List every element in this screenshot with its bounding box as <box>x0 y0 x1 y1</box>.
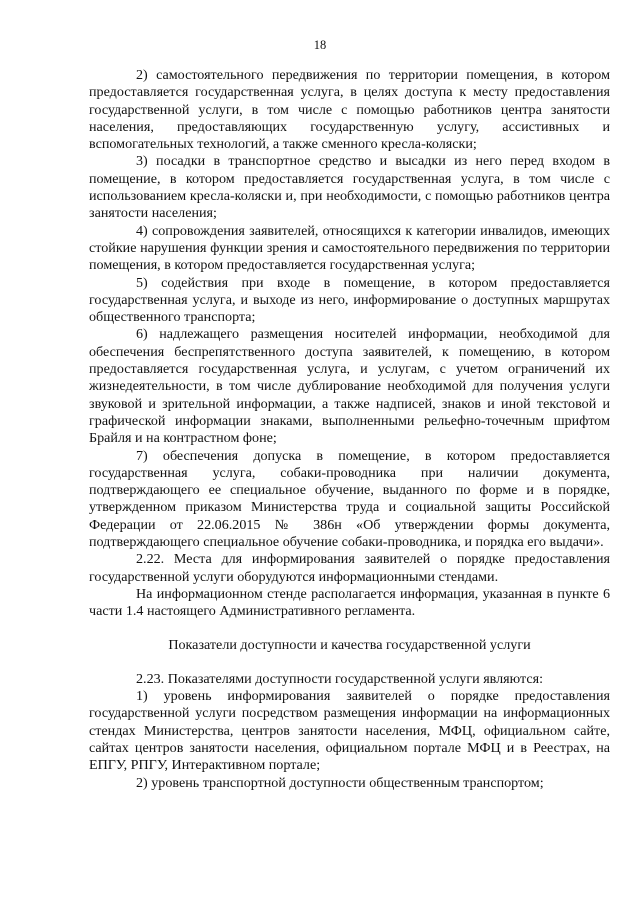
paragraph-item-6-information-carriers: 6) надлежащего размещения носителей информации, необходимой для обеспечения беспрепятственного доступа заявителей, к помещению, в котором предоставляется государственная услуга, и услугам, с учетом ограничений их жизнедеятельности, в том числе дублирование необходимой для получения услуги звуковой и зрительной информации, а также надписей, знаков и иной текстовой и графической информации знаками, выполненными рельефно-точечным шрифтом Брайля и на контрастном фоне; <box>89 326 610 447</box>
section-heading: Показатели доступности и качества государственной услуги <box>168 636 531 653</box>
document-body <box>89 67 610 792</box>
paragraph-indicator-2-transport-access: 2) уровень транспортной доступности общественным транспортом; <box>136 774 544 791</box>
paragraph-2-23-accessibility-indicators: 2.23. Показателями доступности государственной услуги являются: <box>136 670 543 687</box>
paragraph-2-22-info-stands: 2.22. Места для информирования заявителей о порядке предоставления государственной услуги оборудуются информационными стендами. <box>89 551 610 585</box>
paragraph-item-4-escort: 4) сопровождения заявителей, относящихся к категории инвалидов, имеющих стойкие нарушения функции зрения и самостоятельного передвижения по территории помещения, в котором предоставляется государственная услуга; <box>89 222 610 274</box>
paragraph-indicator-1-information-level: 1) уровень информирования заявителей о порядке предоставления государственной услуги посредством размещения информации на информационных стендах Министерства, центров занятости населения, МФЦ, официальном сайте, сайтах центров занятости населения, официальном портале МФЦ и в Реестрах, на ЕПГУ, РПГУ, Интерактивном портале; <box>89 688 610 774</box>
page-number: 18 <box>313 38 327 52</box>
paragraph-item-5-entrance-assistance: 5) содействия при входе в помещение, в котором предоставляется государственная услуга, и выходе из него, информирование о доступных маршрутах общественного транспорта; <box>89 274 610 326</box>
paragraph-item-7-guide-dog: 7) обеспечения допуска в помещение, в котором предоставляется государственная услуга, собаки-проводника при наличии документа, подтверждающего ее специальное обучение, выданного по форме и в порядке, утвержденном приказом Министерства труда и социальной защиты Российской Федерации от 22.06.2015 № 386н «Об утверждении формы документа, подтверждающего специальное обучение собаки-проводника, и порядка его выдачи». <box>89 447 610 551</box>
paragraph-item-3-boarding: 3) посадки в транспортное средство и высадки из него перед входом в помещение, в котором предоставляется государственная услуга, в том числе с использованием кресла-коляски и, при необходимости, с помощью работников центра занятости населения; <box>89 153 610 222</box>
paragraph-info-stand-content: На информационном стенде располагается информация, указанная в пункте 6 части 1.4 настоящего Административного регламента. <box>89 585 610 620</box>
paragraph-item-2-movement: 2) самостоятельного передвижения по территории помещения, в котором предоставляется государственная услуга, в целях доступа к месту предоставления государственной услуги, в том числе с помощью работников центра занятости населения, предоставляющих государственную услугу, ассистивных и вспомогательных технологий, а также сменного кресла-коляски; <box>89 67 610 153</box>
